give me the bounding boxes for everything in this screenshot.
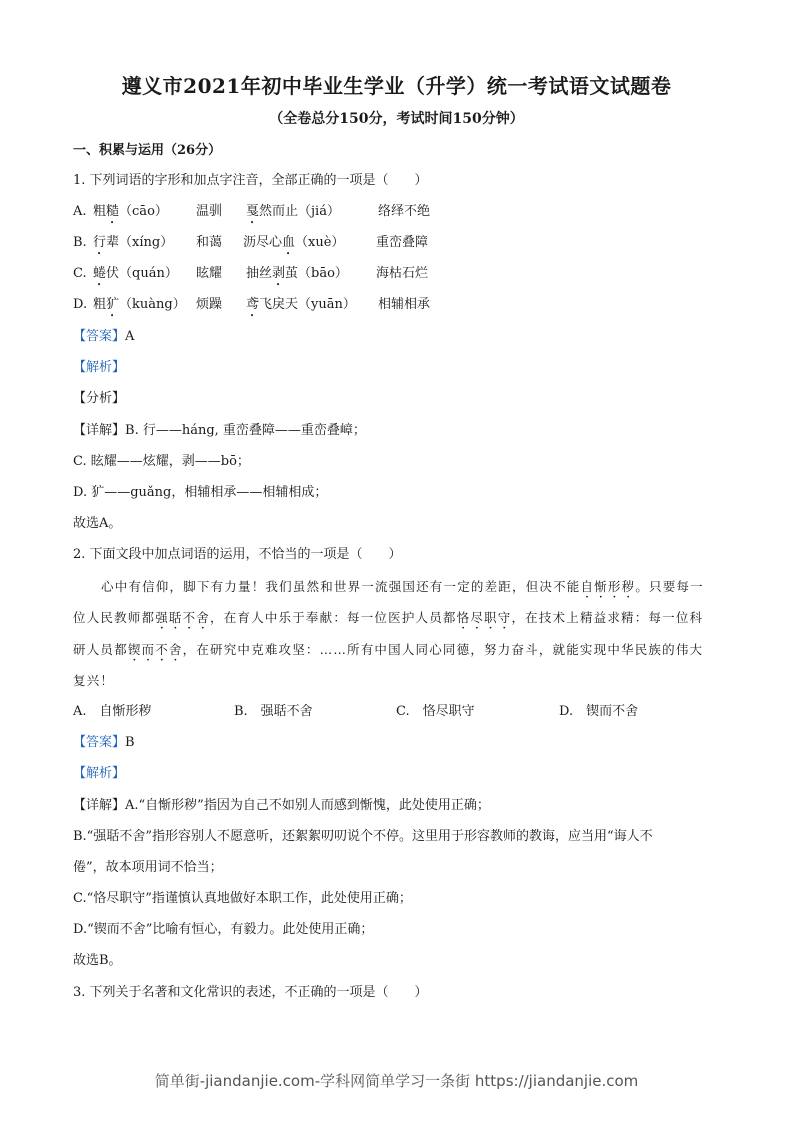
option-word-3: 抽丝剥茧（bāo） — [246, 266, 348, 281]
q3-stem: 3. 下列关于名著和文化常识的表述，不正确的一项是（ ） — [73, 985, 428, 1000]
option-letter: A. — [73, 204, 87, 219]
option-word-3: 鸢飞戾天（yuān） — [246, 297, 356, 312]
option-word-2: 和蔼 — [196, 235, 223, 250]
q2-stem: 2. 下面文段中加点词语的运用，不恰当的一项是（ ） — [73, 547, 402, 562]
q1-detail-1: 【详解】B. 行——háng, 重峦叠障——重峦叠嶂； — [73, 423, 366, 438]
q2-passage-line-1: 心中有信仰，脚下有力量！我们虽然和世界一流强国还有一定的差距，但决不能自惭形秽。只要每一 — [101, 579, 704, 594]
q2-passage-line-3: 研人员都锲而不舍，在研究中克难攻坚：……所有中国人同心同德，努力奋斗，就能实现中华民族的伟大 — [73, 642, 704, 657]
option-word-4: 重峦叠障 — [376, 235, 429, 250]
page-footer: 简单街-jiandanjie.com-学科网简单学习一条街 https://jiandanjie.com — [154, 1072, 639, 1090]
option-word-4: 络绎不绝 — [378, 204, 431, 219]
q1-analysis-tag: 【解析】 — [73, 360, 126, 375]
q2-passage-line-2: 位人民教师都强聒不舍，在育人中乐于奉献：每一位医护人员都恪尽职守，在技术上精益求精：每一位科 — [73, 610, 704, 625]
q2-detail-3: 倦”，故本项用词不恰当； — [73, 860, 223, 875]
q2-answer: 【答案】B — [73, 735, 135, 750]
q1-detail-3: D. 犷——guǎng，相辅相承——相辅相成； — [73, 485, 328, 500]
q1-stem: 1. 下列词语的字形和加点字注音，全部正确的一项是（ ） — [73, 173, 428, 188]
option-letter: D. — [73, 297, 88, 312]
option-word-2: 烦躁 — [196, 297, 223, 312]
q1-conclusion: 故选A。 — [73, 516, 122, 531]
q2-option-a: A. 自惭形秽 — [73, 704, 152, 719]
page-subtitle: （全卷总分150分，考试时间150分钟） — [269, 111, 524, 127]
option-word-2: 眩耀 — [196, 266, 223, 281]
option-word-4: 相辅相承 — [378, 297, 431, 312]
q2-detail-2: B.“强聒不舍”指形容别人不愿意听，还絮絮叨叨说个不停。这里用于形容教师的教诲，应当用“诲人不 — [73, 829, 653, 844]
option-word-3: 戛然而止（jiá） — [246, 204, 340, 219]
q2-detail-4: C.“恪尽职守”指谨慎认真地做好本职工作，此处使用正确； — [73, 891, 412, 906]
q1-detail-2: C. 眩耀——炫耀，剥——bō； — [73, 454, 250, 469]
option-word-2: 温驯 — [196, 204, 223, 219]
option-word-1: 蜷伏（quán） — [93, 266, 178, 281]
q2-option-c: C. 恪尽职守 — [396, 704, 475, 719]
option-word-1: 粗犷（kuàng） — [93, 297, 186, 312]
q2-option-d: D. 锲而不舍 — [559, 704, 639, 719]
option-word-4: 海枯石烂 — [376, 266, 429, 281]
q2-detail-5: D.“锲而不舍”比喻有恒心，有毅力。此处使用正确； — [73, 922, 374, 937]
option-word-1: 行辈（xíng） — [93, 235, 174, 250]
option-word-1: 粗糙（cāo） — [93, 204, 168, 219]
q2-option-b: B. 强聒不舍 — [234, 704, 313, 719]
option-word-3: 沥尽心血（xuè） — [243, 235, 345, 250]
q1-fenxi: 【分析】 — [73, 391, 126, 406]
q2-analysis-tag: 【解析】 — [73, 766, 126, 781]
q2-passage-line-4: 复兴！ — [73, 673, 115, 688]
option-letter: C. — [73, 266, 87, 281]
page-title: 遵义市2021年初中毕业生学业（升学）统一考试语文试题卷 — [121, 74, 672, 98]
q2-conclusion: 故选B。 — [73, 953, 122, 968]
option-letter: B. — [73, 235, 87, 250]
q1-answer: 【答案】A — [73, 329, 135, 344]
section-heading: 一、积累与运用（26分） — [73, 143, 222, 158]
q2-detail-1: 【详解】A.“自惭形秽”指因为自己不如别人而感到惭愧，此处使用正确； — [73, 798, 490, 813]
